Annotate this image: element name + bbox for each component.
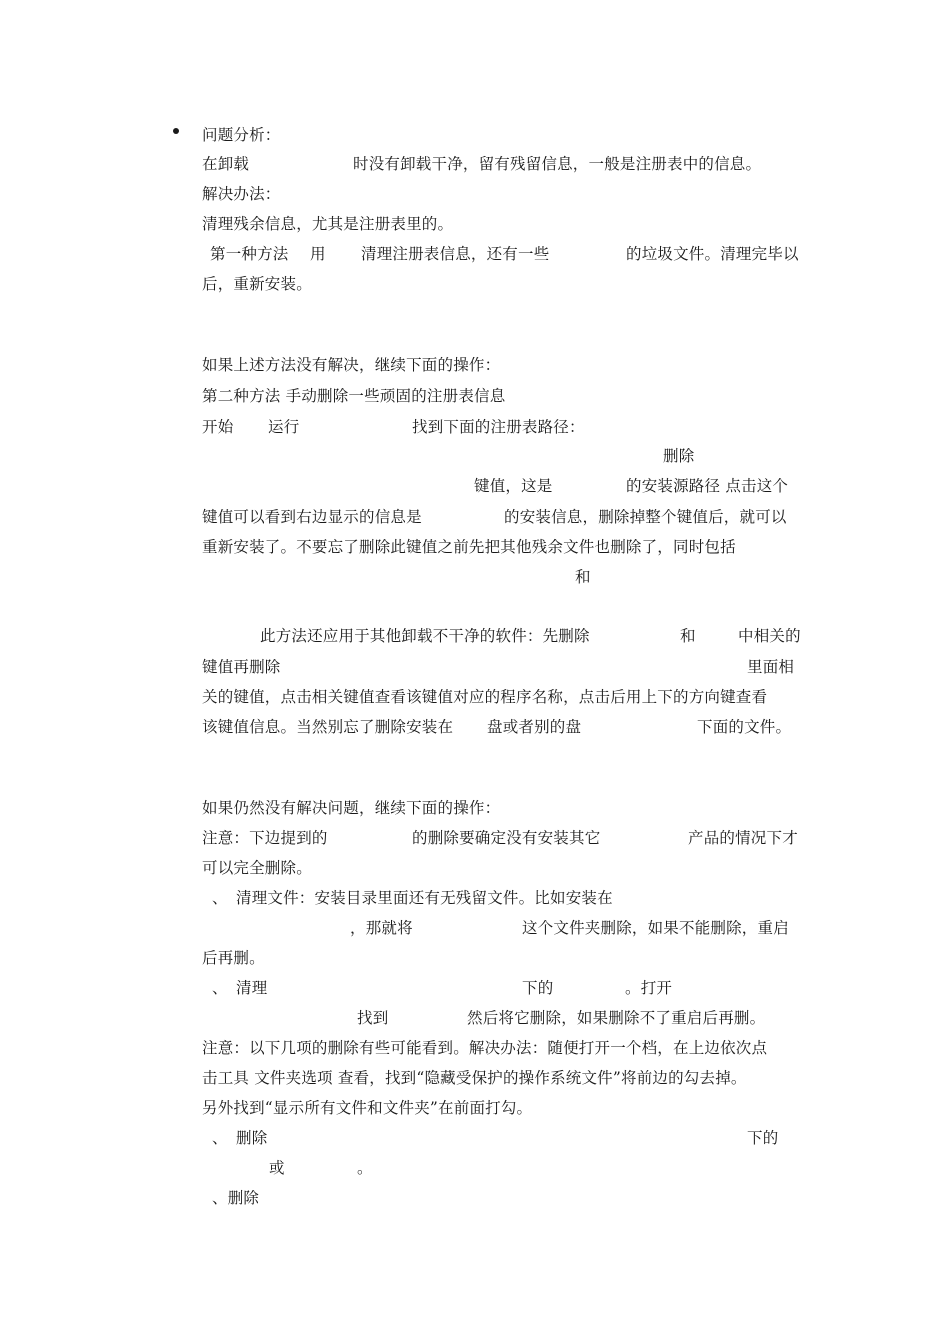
text-line-25c: 。打开	[625, 979, 673, 997]
text-line-31a: 或	[269, 1159, 285, 1177]
text-line-12a: 键值可以看到右边显示的信息是	[202, 508, 422, 526]
text-line-10: 删除	[663, 447, 695, 465]
text-line-23b: 这个文件夹删除，如果不能删除，重启	[522, 919, 789, 937]
text-line-18a: 该键值信息。当然别忘了删除安装在	[202, 718, 454, 736]
text-line-24: 后再删。	[202, 949, 265, 967]
text-line-20c: 产品的情况下才	[688, 829, 798, 847]
text-line-32: 、删除	[212, 1189, 260, 1207]
text-line-11a: 键值，这是	[474, 477, 553, 495]
text-line-27: 注意：以下几项的删除有些可能看到。解决办法：随便打开一个档，在上边依次点	[202, 1039, 768, 1057]
text-solution-heading: 解决办法：	[202, 185, 281, 203]
text-line-15b: 和	[680, 627, 696, 645]
text-line-26a: 找到	[357, 1009, 389, 1027]
text-line-9a: 开始	[202, 418, 234, 436]
text-line-16b: 里面相	[747, 658, 795, 676]
text-line-5c: 清理注册表信息，还有一些	[361, 245, 550, 263]
text-line-13: 重新安装了。不要忘了删除此键值之前先把其他残余文件也删除了，同时包括	[202, 538, 736, 556]
text-line-2a: 在卸载	[202, 155, 250, 173]
text-method-one: 第一种方法	[210, 245, 289, 263]
text-line-17: 关的键值，点击相关键值查看该键值对应的程序名称，点击后用上下的方向键查看	[202, 688, 768, 706]
text-line-12b: 的安装信息，删除掉整个键值后，就可以	[504, 508, 787, 526]
text-line-23a: ，那就将	[350, 919, 413, 937]
text-line-19: 如果仍然没有解决问题，继续下面的操作：	[202, 799, 501, 817]
text-line-9c: 找到下面的注册表路径：	[412, 418, 585, 436]
text-item-2-marker: 、	[212, 979, 228, 997]
text-line-5d: 的垃圾文件。清理完毕以	[626, 245, 799, 263]
text-line-30b: 下的	[747, 1129, 779, 1147]
text-line-14: 和	[575, 568, 591, 586]
text-problem-analysis: 问题分析：	[202, 126, 281, 144]
bullet-icon	[173, 128, 179, 134]
text-line-9b: 运行	[268, 418, 300, 436]
text-line-28: 击工具 文件夹选项 查看，找到“隐藏受保护的操作系统文件”将前边的勾去掉。	[202, 1069, 747, 1087]
text-line-18b: 盘或者别的盘	[487, 718, 582, 736]
text-line-25b: 下的	[522, 979, 554, 997]
text-line-26b: 然后将它删除，如果删除不了重启后再删。	[467, 1009, 766, 1027]
text-line-4: 清理残余信息，尤其是注册表里的。	[202, 215, 454, 233]
text-line-31b: 。	[357, 1159, 373, 1177]
text-line-7: 如果上述方法没有解决，继续下面的操作：	[202, 356, 501, 374]
text-method-two: 第二种方法 手动删除一些顽固的注册表信息	[202, 387, 506, 405]
text-line-6: 后，重新安装。	[202, 275, 312, 293]
text-item-1-marker: 、	[212, 889, 228, 907]
text-line-16a: 键值再删除	[202, 658, 281, 676]
text-line-5b: 用	[310, 245, 326, 263]
text-item-3-marker: 、	[212, 1129, 228, 1147]
text-line-15a: 此方法还应用于其他卸载不干净的软件：先删除	[260, 627, 590, 645]
text-line-25a: 清理	[236, 979, 268, 997]
text-line-21: 可以完全删除。	[202, 859, 312, 877]
text-line-20b: 的删除要确定没有安装其它	[412, 829, 601, 847]
text-line-20a: 注意：下边提到的	[202, 829, 328, 847]
text-line-11b: 的安装源路径 点击这个	[626, 477, 789, 495]
text-line-29: 另外找到“显示所有文件和文件夹”在前面打勾。	[202, 1099, 533, 1117]
text-line-30a: 删除	[236, 1129, 268, 1147]
text-line-18c: 下面的文件。	[697, 718, 792, 736]
text-line-22: 清理文件：安装目录里面还有无残留文件。比如安装在	[236, 889, 613, 907]
text-line-15c: 中相关的	[738, 627, 801, 645]
text-line-2b: 时没有卸载干净，留有残留信息，一般是注册表中的信息。	[353, 155, 762, 173]
